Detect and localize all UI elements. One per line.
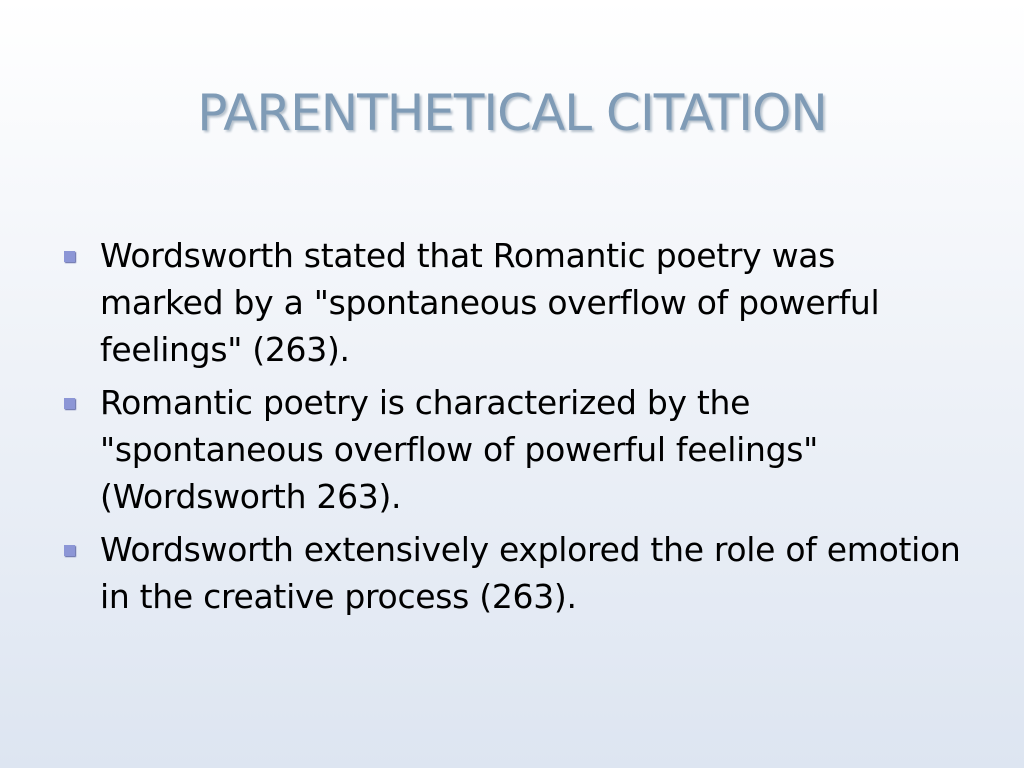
bullet-list <box>62 232 962 626</box>
bullet-text: Wordsworth extensively explored the role of emotion in the creative process (263). <box>100 530 961 616</box>
bullet-text: Romantic poetry is characterized by the "spontaneous overflow of powerful feelings" (Wordsworth 263). <box>100 383 819 516</box>
square-bullet-icon <box>64 251 75 262</box>
square-bullet-icon <box>64 398 75 409</box>
bullet-item <box>62 526 962 620</box>
bullet-item <box>62 379 962 520</box>
slide-title: PARENTHETICAL CITATION <box>197 84 827 142</box>
bullet-text: Wordsworth stated that Romantic poetry was marked by a "spontaneous overflow of powerful feelings" (263). <box>100 236 880 369</box>
bullet-item <box>62 232 962 373</box>
square-bullet-icon <box>64 545 75 556</box>
